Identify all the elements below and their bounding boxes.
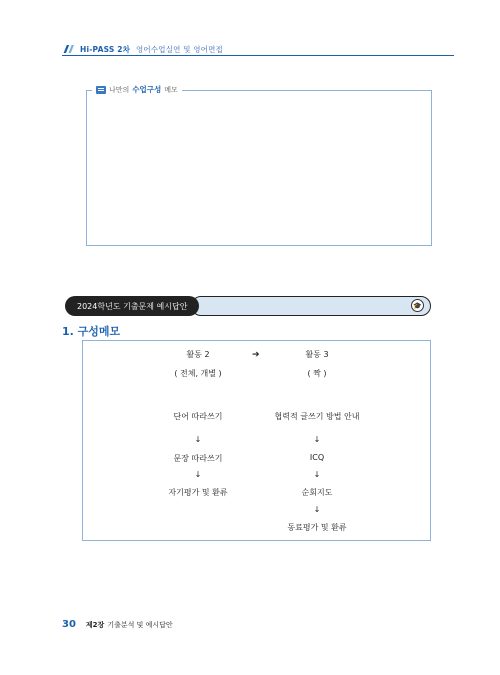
- memo-icon: [96, 86, 106, 94]
- header-subtitle: 영어수업실연 및 영어면접: [135, 44, 223, 54]
- activity-3-step: 동료평가 및 환류: [287, 523, 347, 532]
- chapter-label: 제2장: [85, 620, 105, 629]
- page-footer: [62, 619, 173, 630]
- right-arrow-icon: ➔: [252, 350, 260, 360]
- running-header: [62, 42, 454, 56]
- memo-label-suffix: 메모: [164, 85, 178, 94]
- activity-2-step: 자기평가 및 환류: [168, 488, 228, 497]
- memo-label: [92, 84, 182, 95]
- memo-label-prefix: 나만의: [109, 85, 130, 94]
- header-series: Hi-PASS 2차: [80, 44, 131, 54]
- memo-box[interactable]: [86, 90, 432, 246]
- header-title: [62, 44, 223, 55]
- header-rule: [62, 55, 454, 56]
- down-arrow-icon: ↓: [313, 505, 321, 514]
- section-banner: [65, 296, 431, 316]
- activity-2-title: 활동 2: [186, 350, 210, 359]
- graduation-cap-icon: 🎓: [411, 299, 424, 312]
- section-heading: 1. 구성메모: [62, 325, 121, 338]
- activity-3-title: 활동 3: [305, 350, 329, 359]
- activity-3-step: 협력적 글쓰기 방법 안내: [274, 412, 360, 421]
- activity-3-step: ICQ: [309, 453, 325, 462]
- memo-label-strong: 수업구성: [132, 85, 162, 94]
- down-arrow-icon: ↓: [313, 470, 321, 479]
- activity-3-group: ( 짝 ): [307, 369, 327, 378]
- down-arrow-icon: ↓: [313, 435, 321, 444]
- activity-2-group: ( 전체, 개별 ): [174, 369, 222, 378]
- activity-3-step: 순회지도: [301, 488, 333, 497]
- activity-2-step: 단어 따라쓰기: [173, 412, 223, 421]
- section-banner-track: [191, 296, 431, 316]
- chapter-title: 기출분석 및 예시답안: [107, 620, 173, 629]
- section-banner-title: 2024학년도 기출문제 예시답안: [65, 296, 199, 316]
- activity-2-step: 문장 따라쓰기: [173, 454, 223, 463]
- down-arrow-icon: ↓: [194, 470, 202, 479]
- page-number: 30: [62, 619, 76, 630]
- down-arrow-icon: ↓: [194, 435, 202, 444]
